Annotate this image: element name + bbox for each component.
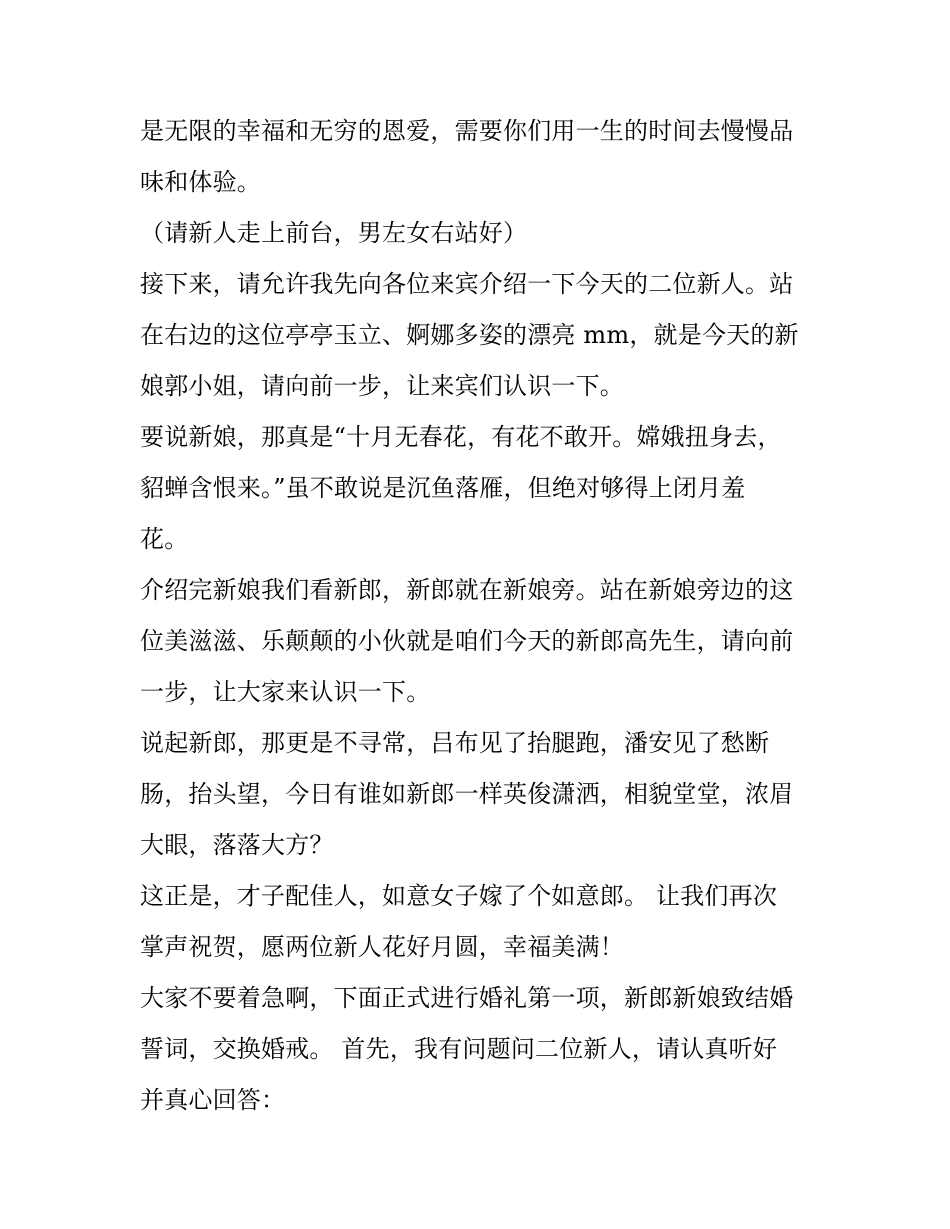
text-line: （请新人走上前台，男左女右站好） — [140, 219, 528, 247]
text-line: 大眼，落落大方？ — [140, 831, 334, 859]
text-line: 是无限的幸福和无穷的恩爱，需要你们用一生的时间去慢慢品 — [140, 117, 794, 145]
text-line: 位美滋滋、乐颠颠的小伙就是咱们今天的新郎高先生，请向前 — [140, 627, 794, 655]
text-line: 味和体验。 — [140, 168, 261, 196]
text-line: 誓词，交换婚戒。 首先，我有问题问二位新人，请认真听好 — [140, 1035, 778, 1063]
text-line: 花。 — [140, 525, 189, 553]
text-line: 掌声祝贺，愿两位新人花好月圆，幸福美满！ — [140, 933, 624, 961]
document-body — [140, 106, 840, 1126]
text-line: 接下来，请允许我先向各位来宾介绍一下今天的二位新人。站 — [140, 270, 794, 298]
text-line: 在右边的这位亭亭玉立、婀娜多姿的漂亮 mm，就是今天的新 — [140, 321, 799, 349]
text-line: 一步，让大家来认识一下。 — [140, 678, 431, 706]
text-line: 介绍完新娘我们看新郎，新郎就在新娘旁。站在新娘旁边的这 — [140, 576, 794, 604]
text-line: 并真心回答： — [140, 1086, 286, 1114]
text-line: 这正是，才子配佳人，如意女子嫁了个如意郎。 让我们再次 — [140, 882, 778, 910]
text-line: 要说新娘，那真是“十月无春花，有花不敢开。嫦娥扭身去， — [140, 423, 782, 451]
text-line: 说起新郎，那更是不寻常，吕布见了抬腿跑，潘安见了愁断 — [140, 729, 770, 757]
text-line: 肠，抬头望，今日有谁如新郎一样英俊潇洒，相貌堂堂，浓眉 — [140, 780, 794, 808]
text-line: 貂蝉含恨来。”虽不敢说是沉鱼落雁，但绝对够得上闭月羞 — [140, 474, 746, 502]
text-line: 大家不要着急啊，下面正式进行婚礼第一项，新郎新娘致结婚 — [140, 984, 794, 1012]
text-line: 娘郭小姐，请向前一步，让来宾们认识一下。 — [140, 372, 624, 400]
